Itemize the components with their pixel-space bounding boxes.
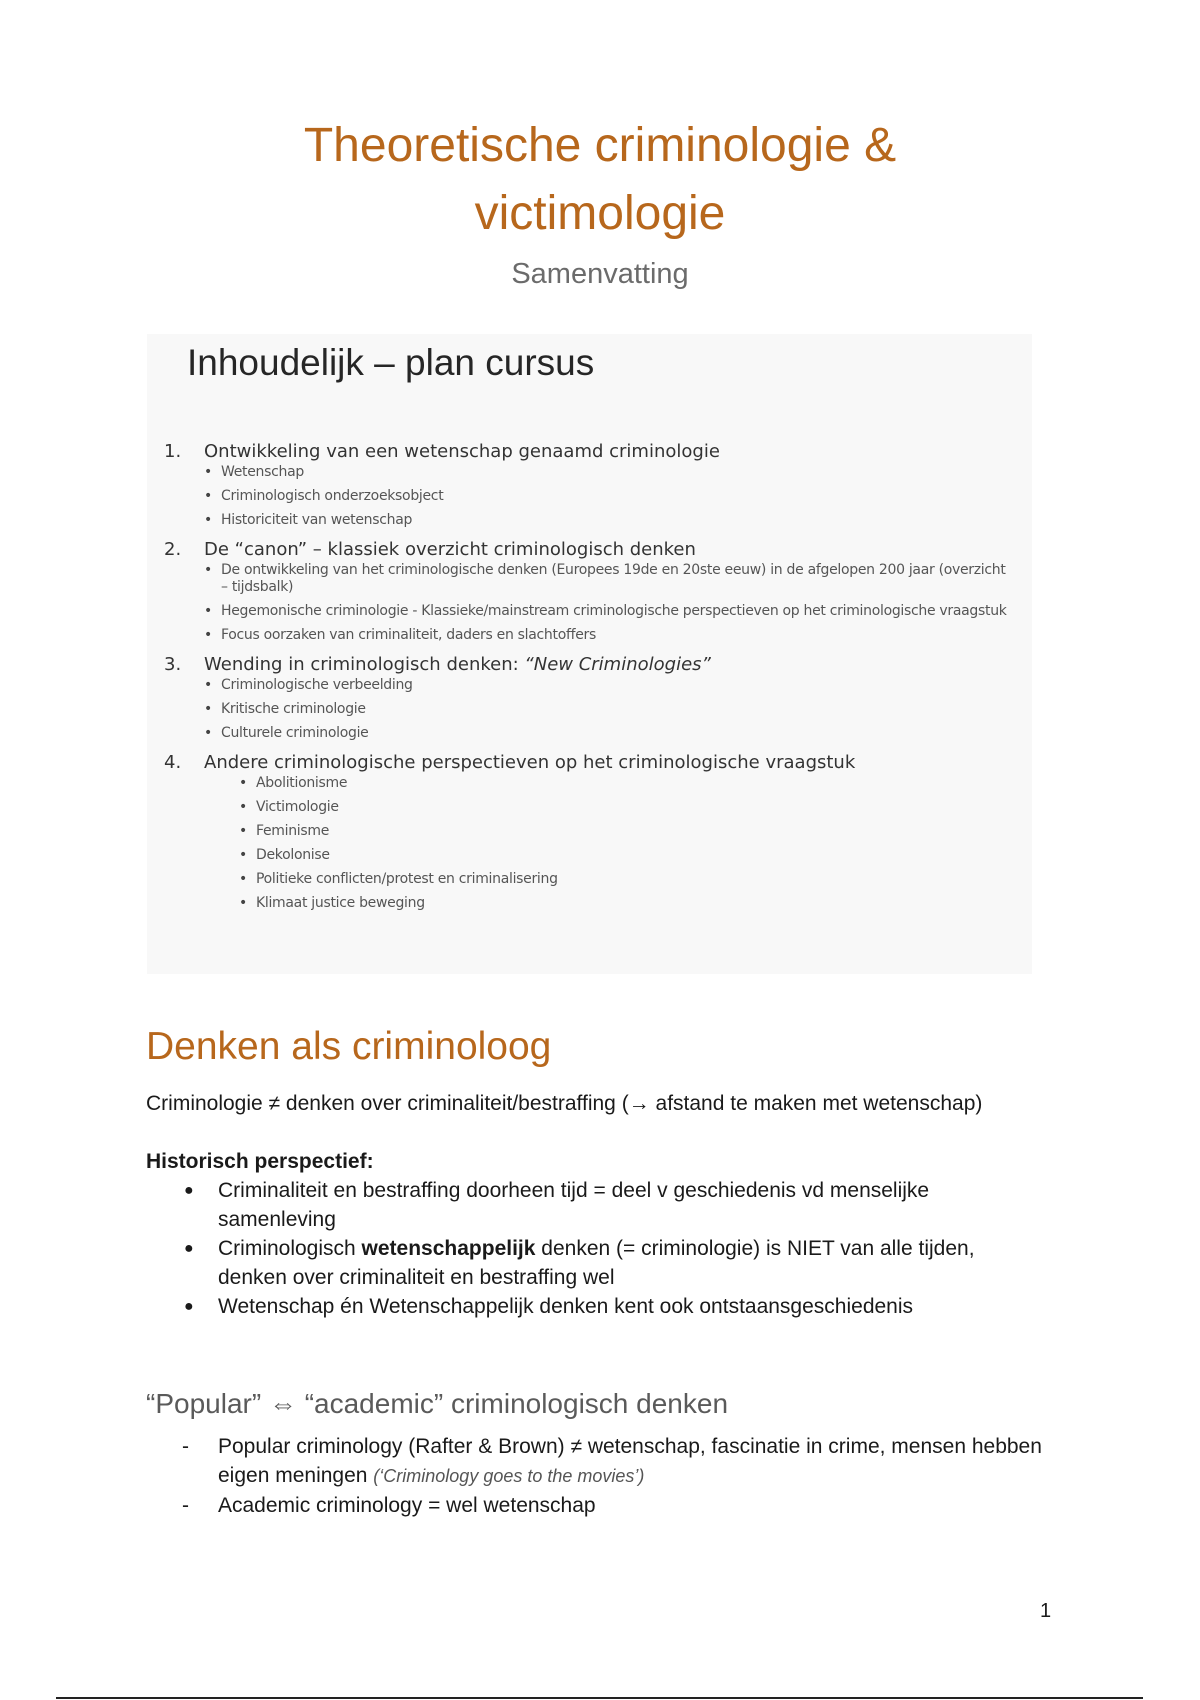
plan-subitem: • Feminisme <box>239 823 1014 840</box>
dash-note: (‘Criminology goes to the movies’) <box>373 1466 645 1486</box>
bullet-item: ● Criminaliteit en bestraffing doorheen tijd = deel v geschiedenis vd menselijke samenleving <box>146 1176 1046 1234</box>
plan-sublist <box>164 464 1014 529</box>
course-plan-list <box>164 439 1014 920</box>
section-intro: Criminologie ≠ denken over criminaliteit/bestraffing (→ afstand te maken met wetenschap) <box>146 1092 983 1115</box>
section-heading: Denken als criminoloog <box>146 1025 552 1068</box>
document-subtitle: Samenvatting <box>511 258 689 290</box>
title-line-1: Theoretische criminologie & <box>303 119 897 172</box>
page-number: 1 <box>1040 1600 1052 1622</box>
popular-academic-list <box>146 1432 1046 1520</box>
plan-item <box>164 439 1014 529</box>
plan-label: Ontwikkeling van een wetenschap genaamd criminologie <box>204 441 720 462</box>
plan-number: 4. <box>164 752 182 773</box>
course-plan-slide <box>147 334 1032 974</box>
plan-subitem: • Historiciteit van wetenschap <box>204 512 1014 529</box>
plan-sublist <box>164 775 1014 912</box>
plan-subitem: • Criminologische verbeelding <box>204 677 1014 694</box>
plan-number: 2. <box>164 539 182 560</box>
historisch-bullets <box>146 1176 1046 1321</box>
plan-subitem: • Victimologie <box>239 799 1014 816</box>
plan-subitem: • Criminologisch onderzoeksobject <box>204 488 1014 505</box>
plan-sublist <box>164 562 1014 644</box>
plan-subitem: • Politieke conflicten/protest en criminalisering <box>239 871 1014 888</box>
plan-number: 3. <box>164 654 182 675</box>
plan-subitem: • Kritische criminologie <box>204 701 1014 718</box>
plan-subitem: • Hegemonische criminologie - Klassieke/mainstream criminologische perspectieven op het criminologische vraagstuk <box>204 603 1014 620</box>
plan-number: 1. <box>164 441 182 462</box>
dash-item <box>146 1491 1046 1520</box>
plan-label-italic: “New Criminologies” <box>524 654 711 675</box>
plan-subitem: • Klimaat justice beweging <box>239 895 1014 912</box>
bullet-text: Criminologisch <box>218 1237 362 1260</box>
plan-subitem: • Abolitionisme <box>239 775 1014 792</box>
plan-subitem: • Dekolonise <box>239 847 1014 864</box>
bullet-bold-text: wetenschappelijk <box>361 1237 536 1260</box>
bullet-item: ● Wetenschap én Wetenschappelijk denken kent ook ontstaansgeschiedenis <box>146 1292 1046 1321</box>
plan-subitem: • Wetenschap <box>204 464 1014 481</box>
plan-label: De “canon” – klassiek overzicht criminologisch denken <box>204 539 696 560</box>
plan-label: Wending in criminologisch denken: <box>204 654 525 675</box>
plan-subitem: • Focus oorzaken van criminaliteit, daders en slachtoffers <box>204 627 1014 644</box>
bullet-item <box>146 1234 1046 1292</box>
footer-rule <box>56 1697 1143 1699</box>
dash-text: Popular criminology (Rafter & Brown) ≠ wetenschap, fascinatie in crime, mensen hebben eigen meningen <box>218 1435 1042 1487</box>
slide-title: Inhoudelijk – plan cursus <box>187 342 595 383</box>
plan-sublist <box>164 677 1014 742</box>
plan-subitem: • De ontwikkeling van het criminologische denken (Europees 19de en 20ste eeuw) in de afgelopen 200 jaar (overzicht – tijdsbalk) <box>204 562 1014 596</box>
dash-text: Academic criminology = wel wetenschap <box>218 1494 596 1517</box>
historisch-label: Historisch perspectief: <box>146 1150 374 1173</box>
subsection-heading: “Popular” ⇔ “academic” criminologisch denken <box>146 1388 729 1419</box>
plan-item <box>164 537 1014 644</box>
plan-label: Andere criminologische perspectieven op het criminologische vraagstuk <box>204 752 856 773</box>
plan-subitem: • Culturele criminologie <box>204 725 1014 742</box>
plan-item <box>164 652 1014 742</box>
document-title <box>0 112 1200 248</box>
bullet-text: denken (= criminologie) is NIET van alle tijden, denken over criminaliteit en bestraffing wel <box>218 1237 975 1289</box>
title-line-2: victimologie <box>474 187 726 240</box>
plan-item <box>164 750 1014 912</box>
dash-item <box>146 1432 1046 1491</box>
